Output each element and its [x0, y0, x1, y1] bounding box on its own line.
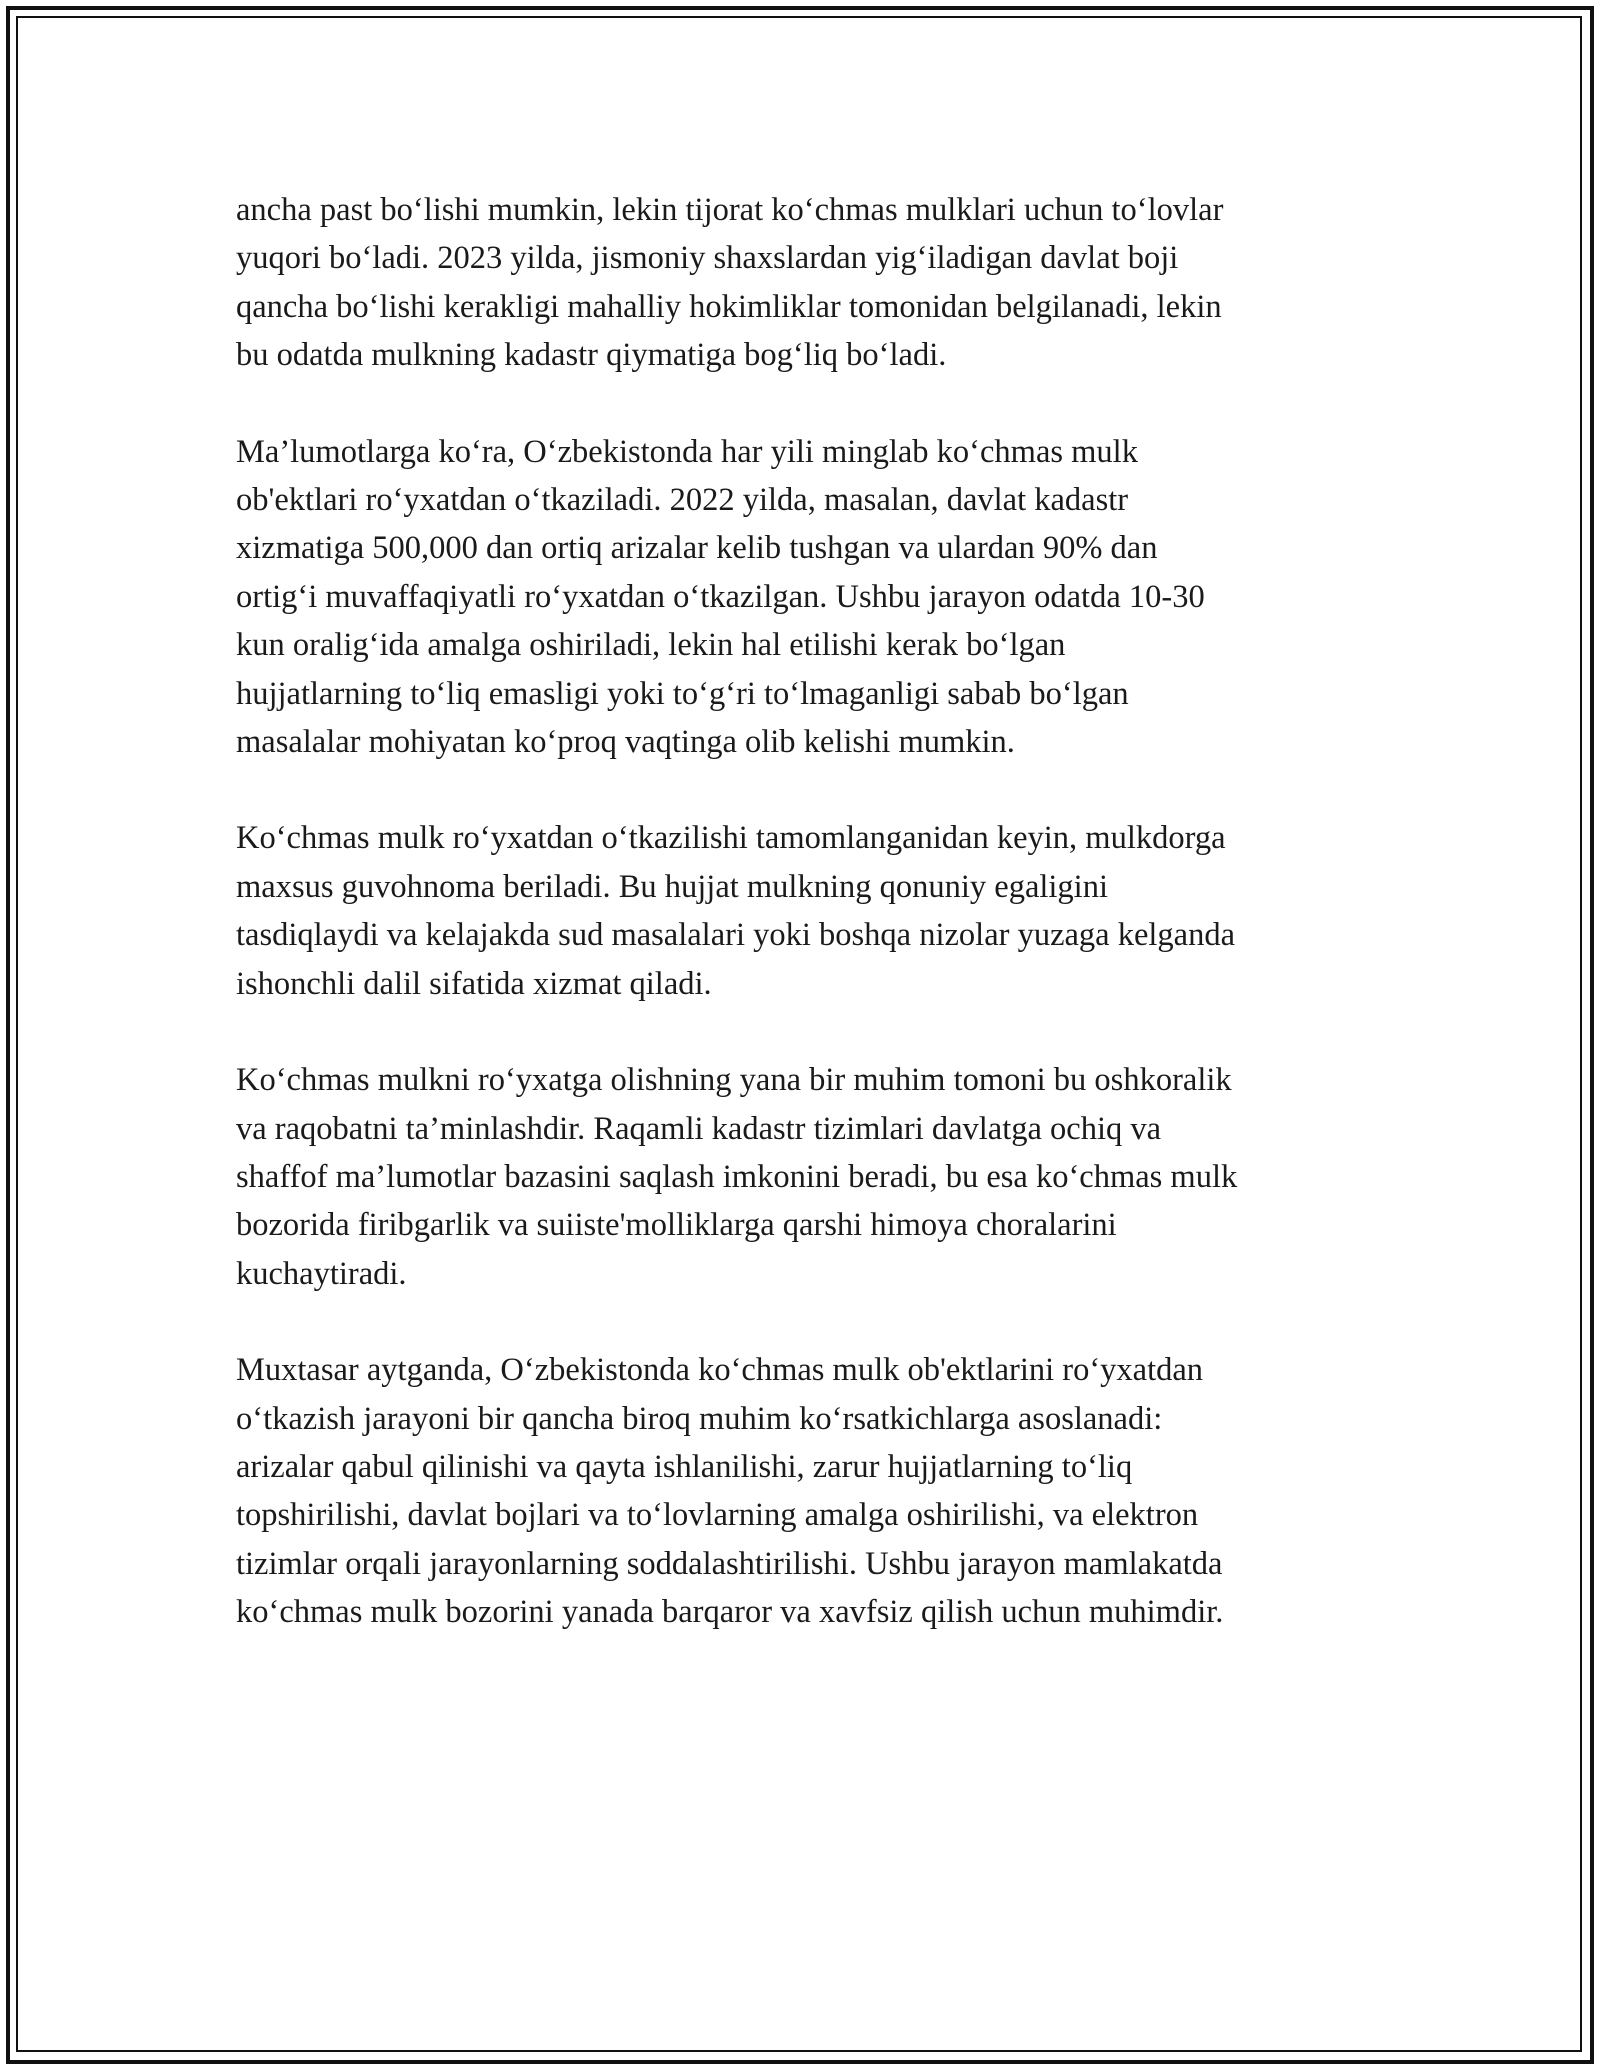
paragraph-2: Ma’lumotlarga ko‘ra, O‘zbekistonda har yili minglab ko‘chmas mulk ob'ektlari ro‘yxatdan o‘tkaziladi. 2022 yilda, masalan, davlat kadastr xizmatiga 500,000 dan ortiq arizalar kelib tushgan va ulardan 90% dan ortig‘i muvaffaqiyatli ro‘yxatdan o‘tkazilgan. Ushbu jarayon odatda 10-30 kun oralig‘ida amalga oshiriladi, lekin hal etilishi kerak bo‘lgan hujjatlarning to‘liq emasligi yoki to‘g‘ri to‘lmaganligi sabab bo‘lgan masalalar mohiyatan ko‘proq vaqtinga olib kelishi mumkin. [236, 433, 1205, 761]
paragraph-3: Ko‘chmas mulk ro‘yxatdan o‘tkazilishi tamomlanganidan keyin, mulkdorga maxsus guvohnoma beriladi. Bu hujjat mulkning qonuniy egaligini tasdiqlaydi va kelajakda sud masalalari yoki boshqa nizolar yuzaga kelganda ishonchli dalil sifatida xizmat qiladi. [236, 820, 1236, 1002]
document-body [236, 186, 1376, 1685]
paragraph-5: Muxtasar aytganda, O‘zbekistonda ko‘chmas mulk ob'ektlarini ro‘yxatdan o‘tkazish jarayoni bir qancha biroq muhim ko‘rsatkichlarga asoslanadi: arizalar qabul qilinishi va qayta ishlanilishi, zarur hujjatlarning to‘liq topshirilishi, davlat bojlari va to‘lovlarning amalga oshirilishi, va elektron tizimlar orqali jarayonlarning soddalashtirilishi. Ushbu jarayon mamlakatda ko‘chmas mulk bozorini yanada barqaror va xavfsiz qilish uchun muhimdir. [236, 1352, 1224, 1631]
paragraph-4: Ko‘chmas mulkni ro‘yxatga olishning yana bir muhim tomoni bu oshkoralik va raqobatni ta’minlashdir. Raqamli kadastr tizimlari davlatga ochiq va shaffof ma’lumotlar bazasini saqlash imkonini beradi, bu esa ko‘chmas mulk bozorida firibgarlik va suiiste'molliklarga qarshi himoya choralarini kuchaytiradi. [236, 1062, 1238, 1292]
paragraph-1: ancha past bo‘lishi mumkin, lekin tijorat ko‘chmas mulklari uchun to‘lovlar yuqori bo‘ladi. 2023 yilda, jismoniy shaxslardan yig‘iladigan davlat boji qancha bo‘lishi kerakligi mahalliy hokimliklar tomonidan belgilanadi, lekin bu odatda mulkning kadastr qiymatiga bog‘liq bo‘ladi. [236, 192, 1224, 374]
